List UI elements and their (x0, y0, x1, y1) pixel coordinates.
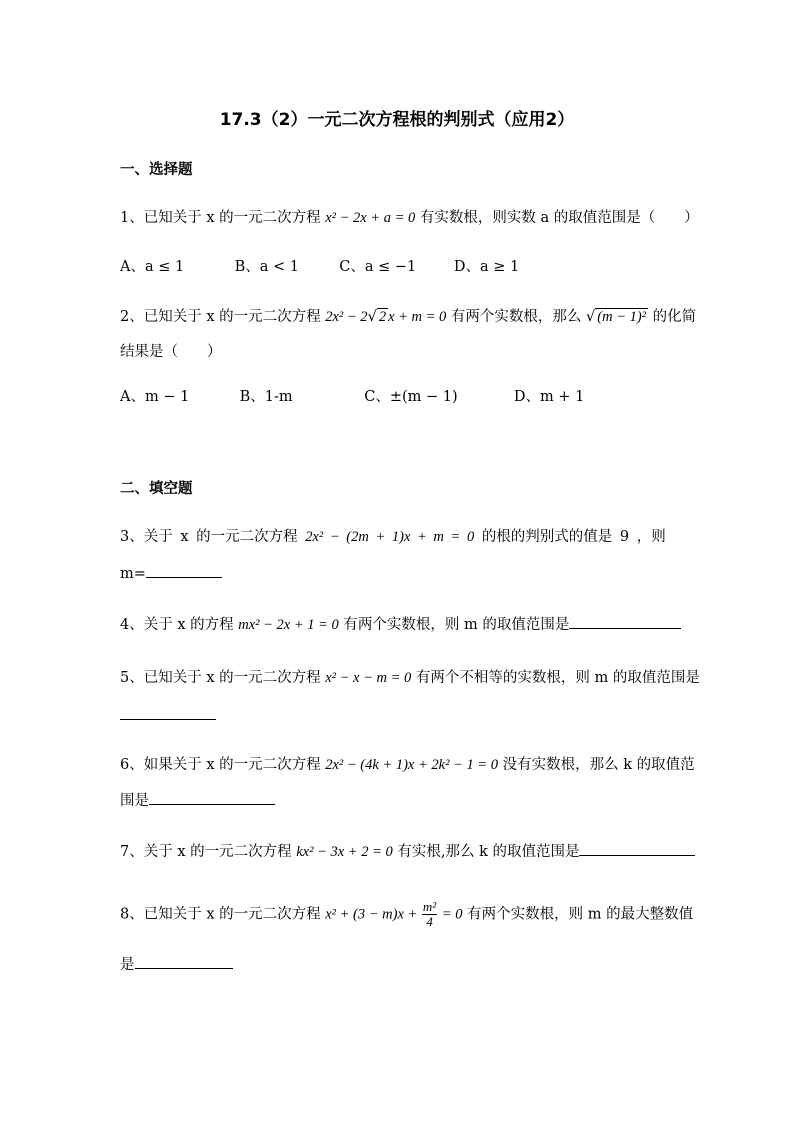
q8-equation-part-a: x² + (3 − m)x + (325, 906, 418, 923)
q1-option-a[interactable]: A、a ≤ 1 (120, 259, 185, 275)
q7-equation: kx² − 3x + 2 = 0 (296, 844, 393, 860)
q6-text-pre: 6、如果关于 x 的一元二次方程 (120, 757, 321, 773)
q2-option-d[interactable]: D、m + 1 (513, 389, 585, 405)
q2-equation-part-a: 2x² − 2 (325, 309, 368, 325)
q8-text-post: 有两个实数根，则 m 的最大整数值 (467, 906, 694, 923)
q6-answer-blank[interactable] (149, 789, 275, 805)
q5-line2 (120, 704, 216, 727)
q1-text-pre: 1、已知关于 x 的一元二次方程 (120, 210, 321, 226)
q2-equation-part-b: x + m = 0 (388, 309, 447, 325)
q2-root-expression: (m − 1)² (597, 309, 647, 325)
q3-answer-blank[interactable] (146, 562, 222, 578)
q6-answer-label: 围是 (120, 793, 149, 809)
q2-text-pre: 2、已知关于 x 的一元二次方程 (120, 309, 321, 325)
q5-text-pre: 5、已知关于 x 的一元二次方程 (120, 670, 321, 686)
q1-equation: x² − 2x + a = 0 (325, 210, 416, 226)
q1-option-b[interactable]: B、a < 1 (234, 259, 300, 275)
q1-text-post: 有实数根，则实数 a 的取值范围是（ ） (419, 210, 699, 226)
q6-line2 (120, 789, 275, 812)
q4-equation: mx² − 2x + 1 = 0 (238, 617, 339, 633)
q3-text-pre: 3、关于 x 的一元二次方程 (120, 529, 298, 545)
page-title: 17.3（2）一元二次方程根的判别式（应用2） (219, 110, 575, 130)
q2-line2: 结果是（ ） (120, 344, 222, 360)
q5-answer-blank[interactable] (120, 704, 216, 720)
q8-line2 (120, 953, 233, 976)
q2-equation-sqrt: 2 (378, 309, 387, 325)
section-heading-choice: 一、选择题 (120, 162, 193, 178)
q3-line2 (120, 562, 222, 585)
question-4 (120, 613, 681, 636)
section-heading-fill: 二、填空题 (120, 481, 193, 497)
q8-answer-label: 是 (120, 957, 135, 973)
q6-equation: 2x² − (4k + 1)x + 2k² − 1 = 0 (325, 757, 499, 773)
q3-answer-label: m= (120, 566, 146, 582)
q1-option-c[interactable]: C、a ≤ −1 (339, 259, 417, 275)
q4-text-pre: 4、关于 x 的方程 (120, 617, 234, 633)
q8-fraction (422, 900, 437, 929)
q8-answer-blank[interactable] (135, 953, 233, 969)
sqrt-symbol-icon: √ (586, 309, 596, 325)
q7-answer-blank[interactable] (579, 840, 695, 856)
question-6 (120, 754, 695, 776)
sqrt-symbol-icon: √ (367, 309, 377, 325)
question-5 (120, 667, 700, 689)
q4-text-post: 有两个实数根，则 m 的取值范围是 (343, 617, 570, 633)
question-2 (120, 306, 696, 328)
q2-option-c[interactable]: C、±(m − 1) (364, 389, 458, 405)
q5-text-post: 有两个不相等的实数根，则 m 的取值范围是 (415, 670, 700, 686)
q8-fraction-numerator: m² (422, 899, 437, 914)
q3-equation: 2x² − (2m + 1)x + m = 0 (305, 529, 475, 545)
q2-option-b[interactable]: B、1-m (239, 389, 293, 405)
q7-text-post: 有实根,那么 k 的取值范围是 (397, 844, 580, 860)
q2-option-a[interactable]: A、m − 1 (120, 389, 190, 405)
q3-text-post: 的根的判别式的值是 9 ，则 (481, 529, 666, 545)
q2-text-mid: 有两个实数根，那么 (450, 309, 582, 325)
q5-equation: x² − x − m = 0 (325, 670, 412, 686)
q8-equation-part-b: = 0 (441, 906, 463, 923)
q2-text-post: 的化简 (652, 309, 697, 325)
q4-answer-blank[interactable] (569, 613, 681, 629)
q1-options (120, 256, 519, 278)
q7-text-pre: 7、关于 x 的一元二次方程 (120, 844, 292, 860)
question-8 (120, 900, 693, 929)
q8-text-pre: 8、已知关于 x 的一元二次方程 (120, 906, 321, 923)
question-1 (120, 207, 699, 229)
question-3 (120, 526, 666, 548)
q6-text-post: 没有实数根，那么 k 的取值范 (502, 757, 695, 773)
q8-fraction-denominator: 4 (426, 914, 433, 929)
q1-option-d[interactable]: D、a ≥ 1 (453, 259, 520, 275)
q2-options (120, 386, 584, 408)
question-7 (120, 840, 695, 863)
